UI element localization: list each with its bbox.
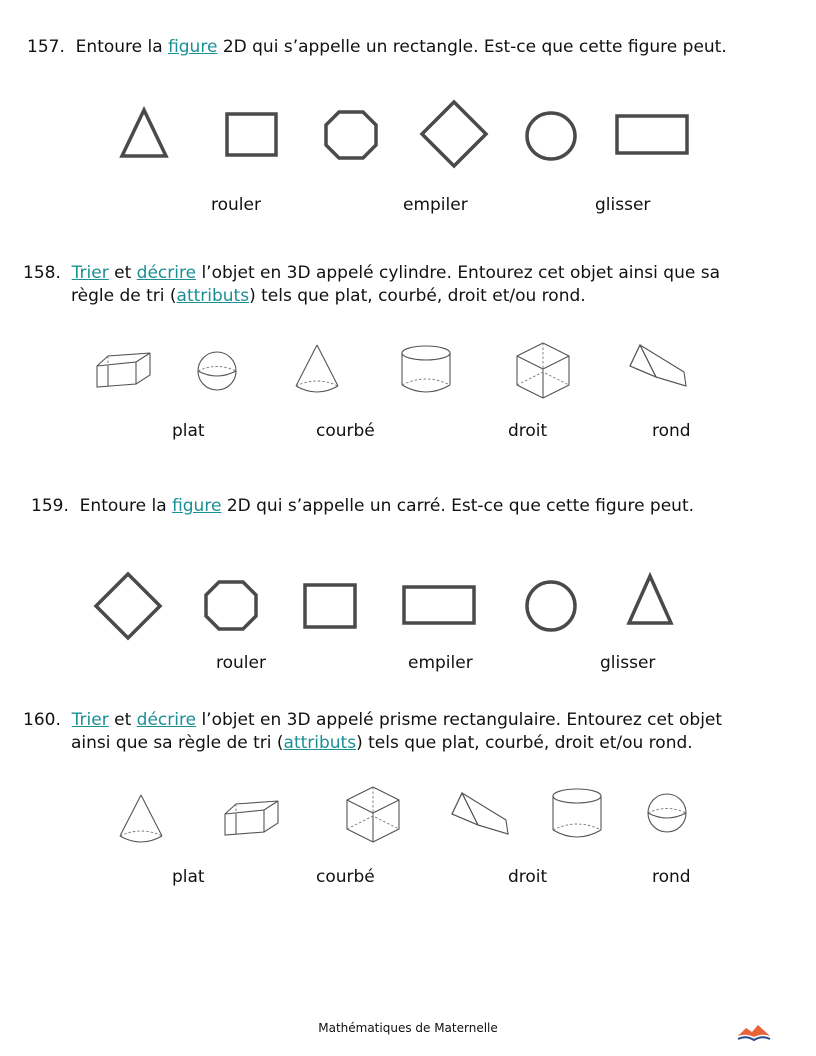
figure-link[interactable]: figure xyxy=(168,37,218,57)
figure-link[interactable]: figure xyxy=(172,496,222,516)
option-glisser[interactable]: glisser xyxy=(595,195,651,215)
question-number: 158. xyxy=(23,263,61,283)
question-text: et xyxy=(114,710,132,730)
rectangle-icon[interactable] xyxy=(612,112,692,158)
question-157 xyxy=(27,36,727,59)
question-number: 160. xyxy=(23,710,61,730)
question-159 xyxy=(31,495,694,518)
decrire-link[interactable]: décrire xyxy=(136,263,197,283)
cube-icon[interactable] xyxy=(512,340,574,402)
option-droit[interactable]: droit xyxy=(508,867,548,887)
question-text: ainsi que sa règle de tri ( xyxy=(71,733,284,753)
question-text: 2D qui s’appelle un carré. Est-ce que cette figure peut. xyxy=(226,496,695,516)
question-text: l’objet en 3D appelé prisme rectangulaire. Entourez cet objet xyxy=(201,710,723,730)
option-courbe[interactable]: courbé xyxy=(316,867,375,887)
question-158-line2 xyxy=(71,285,586,308)
question-number: 157. xyxy=(27,37,65,57)
question-number: 159. xyxy=(31,496,69,516)
trier-link[interactable]: Trier xyxy=(71,710,109,730)
option-courbe[interactable]: courbé xyxy=(316,421,375,441)
rectangular-prism-icon[interactable] xyxy=(94,350,156,390)
sphere-icon[interactable] xyxy=(644,792,690,836)
diamond-icon[interactable] xyxy=(418,98,490,170)
circle-icon[interactable] xyxy=(522,108,580,164)
question-text: et xyxy=(114,263,132,283)
option-empiler[interactable]: empiler xyxy=(403,195,468,215)
rectangular-prism-icon[interactable] xyxy=(222,798,284,838)
option-rouler[interactable]: rouler xyxy=(211,195,261,215)
square-icon[interactable] xyxy=(300,580,360,632)
question-160 xyxy=(23,709,722,732)
rectangle-icon[interactable] xyxy=(398,582,480,628)
sphere-icon[interactable] xyxy=(194,350,240,394)
trier-link[interactable]: Trier xyxy=(71,263,109,283)
decrire-link[interactable]: décrire xyxy=(136,710,197,730)
cone-icon[interactable] xyxy=(116,792,166,848)
cylinder-icon[interactable] xyxy=(549,786,605,842)
option-plat[interactable]: plat xyxy=(172,421,205,441)
footer-text: Mathématiques de Maternelle xyxy=(318,1021,498,1035)
question-text: ) tels que plat, courbé, droit et/ou rond. xyxy=(356,733,693,753)
question-158 xyxy=(23,262,720,285)
triangle-icon[interactable] xyxy=(624,572,676,628)
book-logo-icon xyxy=(736,1022,772,1044)
question-text: Entoure la xyxy=(79,496,167,516)
diamond-icon[interactable] xyxy=(92,570,164,642)
question-text: 2D qui s’appelle un rectangle. Est-ce que cette figure peut. xyxy=(222,37,727,57)
triangular-prism-icon[interactable] xyxy=(626,342,690,392)
question-text: Entoure la xyxy=(75,37,163,57)
cone-icon[interactable] xyxy=(292,342,342,398)
square-icon[interactable] xyxy=(222,110,280,160)
triangle-icon[interactable] xyxy=(118,106,170,160)
attributs-link[interactable]: attributs xyxy=(283,733,357,753)
cube-icon[interactable] xyxy=(342,784,404,846)
question-160-line2 xyxy=(71,732,693,755)
circle-icon[interactable] xyxy=(522,578,580,634)
option-rond[interactable]: rond xyxy=(652,867,691,887)
option-droit[interactable]: droit xyxy=(508,421,548,441)
octagon-icon[interactable] xyxy=(322,108,380,162)
option-rond[interactable]: rond xyxy=(652,421,691,441)
question-text: règle de tri ( xyxy=(71,286,177,306)
attributs-link[interactable]: attributs xyxy=(176,286,250,306)
question-text: ) tels que plat, courbé, droit et/ou rond. xyxy=(249,286,586,306)
option-rouler[interactable]: rouler xyxy=(216,653,266,673)
octagon-icon[interactable] xyxy=(202,578,260,634)
triangular-prism-icon[interactable] xyxy=(448,790,512,840)
cylinder-icon[interactable] xyxy=(398,343,454,397)
question-text: l’objet en 3D appelé cylindre. Entourez cet objet ainsi que sa xyxy=(201,263,720,283)
option-empiler[interactable]: empiler xyxy=(408,653,473,673)
option-plat[interactable]: plat xyxy=(172,867,205,887)
option-glisser[interactable]: glisser xyxy=(600,653,656,673)
